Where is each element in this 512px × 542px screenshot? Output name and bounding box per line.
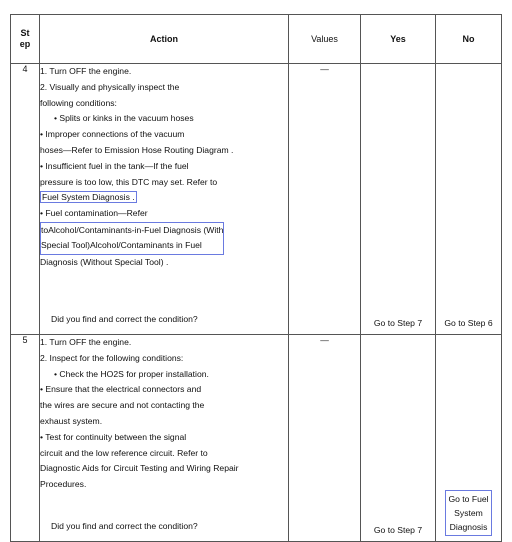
no-goto-step-6[interactable]: Go to Step 6 <box>444 318 493 328</box>
table-row-step-5 <box>11 335 502 542</box>
step-number: 4 <box>11 64 40 335</box>
action-line: toAlcohol/Contaminants-in-Fuel Diagnosis (With <box>41 224 224 235</box>
values-dash: — <box>320 64 329 74</box>
action-cell <box>40 335 289 542</box>
header-step <box>11 15 40 64</box>
go-to-fuel-system-diagnosis-link[interactable] <box>445 490 492 536</box>
action-line: • Check the HO2S for proper installation. <box>54 368 209 379</box>
action-line: 2. Inspect for the following conditions: <box>40 352 184 363</box>
values-cell <box>289 335 361 542</box>
header-yes: Yes <box>361 15 436 64</box>
action-line: Diagnosis (Without Special Tool) . <box>40 256 169 267</box>
header-row <box>11 15 502 64</box>
link-line: System <box>454 508 483 518</box>
link-line: Diagnosis <box>449 522 488 532</box>
header-no: No <box>436 15 502 64</box>
values-cell <box>289 64 361 335</box>
yes-cell <box>361 64 436 335</box>
action-line: circuit and the low reference circuit. Refer to <box>40 447 208 458</box>
action-cell <box>40 64 289 335</box>
header-step-line1: St <box>20 28 30 38</box>
yes-goto-step-7[interactable]: Go to Step 7 <box>373 525 423 535</box>
action-line: Special Tool)Alcohol/Contaminants in Fuel <box>41 240 202 251</box>
action-line: • Improper connections of the vacuum <box>40 129 185 140</box>
header-step-line2: ep <box>19 39 31 49</box>
action-line: pressure is too low, this DTC may set. Refer to <box>40 176 218 187</box>
fuel-system-diagnosis-link[interactable]: Fuel System Diagnosis . <box>42 192 135 203</box>
no-cell <box>436 335 502 542</box>
action-line: • Insufficient fuel in the tank—If the fuel <box>40 160 189 171</box>
action-line <box>40 190 288 206</box>
yes-cell <box>361 335 436 542</box>
header-action: Action <box>40 15 289 64</box>
action-line: 2. Visually and physically inspect the <box>40 81 180 92</box>
action-line: exhaust system. <box>40 415 103 426</box>
action-line: • Test for continuity between the signal <box>40 431 187 442</box>
yes-goto-step-7[interactable]: Go to Step 7 <box>373 318 423 328</box>
question-text: Did you find and correct the condition? <box>51 314 198 325</box>
no-cell <box>436 64 502 335</box>
action-line: the wires are secure and not contacting the <box>40 400 205 411</box>
diagnostic-table <box>10 14 502 542</box>
values-dash: — <box>320 335 329 345</box>
action-line: Diagnostic Aids for Circuit Testing and Wiring Repair <box>40 463 239 474</box>
header-values: Values <box>289 15 361 64</box>
alcohol-contaminants-link[interactable] <box>40 222 224 255</box>
link-line: Go to Fuel <box>448 494 489 504</box>
action-line: 1. Turn OFF the engine. <box>40 337 132 347</box>
table-row-step-4 <box>11 64 502 335</box>
action-line: • Ensure that the electrical connectors and <box>40 384 202 395</box>
action-line: 1. Turn OFF the engine. <box>40 66 132 76</box>
step-number: 5 <box>11 335 40 542</box>
action-line: • Fuel contamination—Refer <box>40 208 148 219</box>
action-line: • Splits or kinks in the vacuum hoses <box>54 113 194 124</box>
question-text: Did you find and correct the condition? <box>51 521 198 532</box>
action-line: Procedures. <box>40 479 87 490</box>
action-line: following conditions: <box>40 97 117 108</box>
action-line: hoses—Refer to Emission Hose Routing Diagram . <box>40 144 234 155</box>
